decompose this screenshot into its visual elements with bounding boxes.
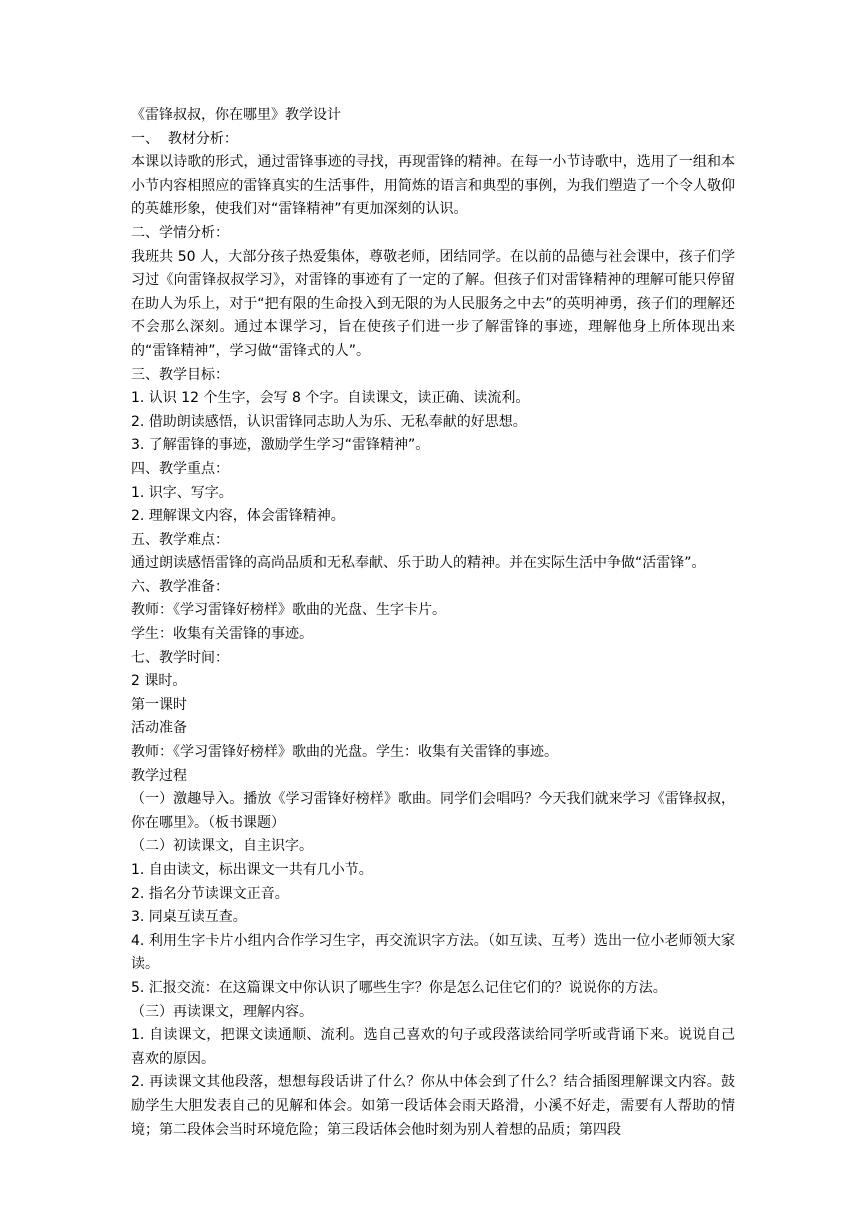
process-step-heading: （二）初读课文，自主识字。 bbox=[131, 838, 313, 855]
section-text-analysis: 本课以诗歌的形式，通过雷锋事迹的寻找，再现雷锋的精神。在每一小节诗歌中，选用了一组和本小节内容相照应的雷锋真实的生活事件，用简炼的语言和典型的事例，为我们塑造了一个令人敬仰的英雄形象，使我们对“雷锋精神”有更加深刻的认识。 bbox=[131, 154, 735, 218]
list-item: 3. 了解雷锋的事迹，激励学生学习“雷锋精神”。 bbox=[131, 437, 430, 454]
list-item: 2. 再读课文其他段落，想想每段话讲了什么？你从中体会到了什么？结合插图理解课文内容。鼓励学生大胆发表自己的见解和体会。如第一段话体会雨天路滑，小溪不好走，需要有人帮助的情境；第二段体会当时环境危险；第三段话体会他时刻为别人着想的品质；第四段 bbox=[131, 1074, 735, 1138]
process-step-intro: （一）激趣导入。播放《学习雷锋好榜样》歌曲。同学们会唱吗？今天我们就来学习《雷锋叔叔，你在哪里》。（板书课题） bbox=[131, 791, 735, 831]
section-heading-objectives: 三、教学目标： bbox=[131, 366, 229, 383]
section-heading-time: 七、教学时间： bbox=[131, 649, 229, 666]
section-heading-analysis: 一、 教材分析： bbox=[131, 130, 238, 147]
list-item: 2. 指名分节读课文正音。 bbox=[131, 885, 289, 902]
process-heading: 教学过程 bbox=[131, 767, 187, 784]
activity-prep-heading: 活动准备 bbox=[131, 720, 187, 737]
section-text-time: 2 课时。 bbox=[131, 673, 187, 690]
list-item: 2. 理解课文内容，体会雷锋精神。 bbox=[131, 508, 345, 525]
activity-prep-text: 教师：《学习雷锋好榜样》歌曲的光盘。学生：收集有关雷锋的事迹。 bbox=[131, 744, 558, 761]
list-item: 1. 认识 12 个生字，会写 8 个字。自读课文，读正确、读流利。 bbox=[131, 390, 530, 407]
list-item: 2. 借助朗读感悟，认识雷锋同志助人为乐、无私奉献的好思想。 bbox=[131, 413, 527, 430]
document-page bbox=[131, 104, 735, 1142]
lesson-title: 第一课时 bbox=[131, 696, 187, 713]
section-text-difficulties: 通过朗读感悟雷锋的高尚品质和无私奉献、乐于助人的精神。并在实际生活中争做“活雷锋”。 bbox=[131, 555, 706, 572]
list-item: 教师：《学习雷锋好榜样》歌曲的光盘、生字卡片。 bbox=[131, 602, 446, 619]
section-heading-preparation: 六、教学准备： bbox=[131, 578, 229, 595]
process-step-heading: （三）再读课文，理解内容。 bbox=[131, 1003, 313, 1020]
list-item: 1. 识字、写字。 bbox=[131, 484, 233, 501]
section-heading-key-points: 四、教学重点： bbox=[131, 460, 229, 477]
list-item: 5. 汇报交流：在这篇课文中你认识了哪些生字？你是怎么记住它们的？说说你的方法。 bbox=[131, 979, 667, 996]
list-item: 4. 利用生字卡片小组内合作学习生字，再交流识字方法。（如互读、互考）选出一位小老师领大家读。 bbox=[131, 932, 735, 973]
list-item: 1. 自由读文，标出课文一共有几小节。 bbox=[131, 862, 373, 878]
section-heading-learners: 二、学情分析： bbox=[131, 224, 229, 241]
list-item: 3. 同桌互读互查。 bbox=[131, 909, 247, 926]
section-text-learners: 我班共 50 人，大部分孩子热爱集体，尊敬老师，团结同学。在以前的品德与社会课中，孩子们学习过《向雷锋叔叔学习》，对雷锋的事迹有了一定的了解。但孩子们对雷锋精神的理解可能只停留在助人为乐上，对于“把有限的生命投入到无限的为人民服务之中去”的英明神勇，孩子们的理解还不会那么深刻。通过本课学习，旨在使孩子们进一步了解雷锋的事迹，理解他身上所体现出来的“雷锋精神”，学习做“雷锋式的人”。 bbox=[131, 248, 735, 359]
list-item: 1. 自读课文，把课文读通顺、流利。选自己喜欢的句子或段落读给同学听或背诵下来。说说自己喜欢的原因。 bbox=[131, 1027, 735, 1067]
list-item: 学生：收集有关雷锋的事迹。 bbox=[131, 626, 313, 643]
document-title: 《雷锋叔叔，你在哪里》教学设计 bbox=[131, 107, 341, 123]
section-heading-difficulties: 五、教学难点： bbox=[131, 531, 229, 548]
